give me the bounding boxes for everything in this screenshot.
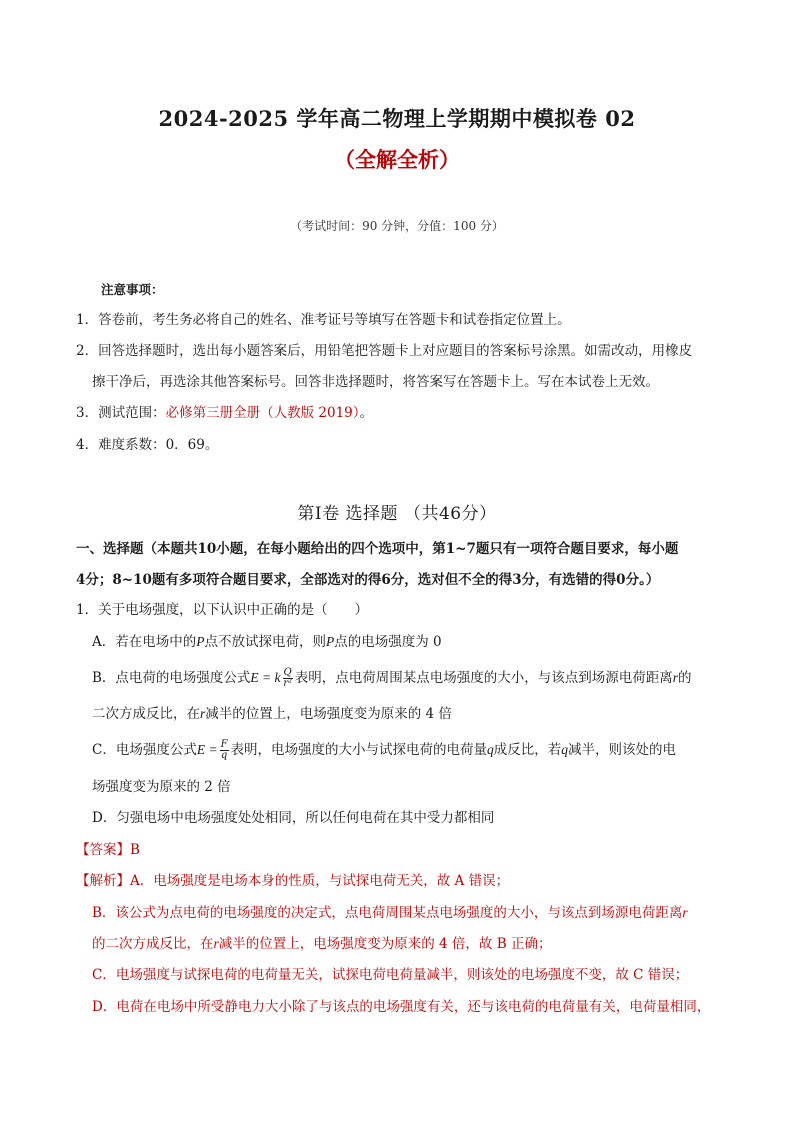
var-q: q: [487, 742, 494, 757]
note-item-4: 4．难度系数：0．69。: [76, 437, 219, 453]
option-c-cont: 场强度变为原来的 2 倍: [92, 779, 231, 795]
option-b-text-mid: 表明，点电荷周围某点电场强度的大小，与该点到场源电荷距离: [294, 670, 673, 686]
analysis-b-cont-end: 减半的位置上，电场强度变为原来的 4 倍，故 B 正确；: [218, 936, 552, 952]
note-item-3: [76, 404, 373, 422]
option-d: D．匀强电场中电场强度处处相同，所以任何电荷在其中受力都相同: [92, 810, 495, 826]
note-item-3-prefix: 3．测试范围：: [76, 405, 166, 421]
analysis-line-c: C．电场强度与试探电荷的电荷量无关，试探电荷电荷量减半，则该处的电场强度不变，故 C 错误；: [92, 967, 689, 983]
var-p: P: [196, 634, 205, 649]
page-title: 2024-2025 学年高二物理上学期期中模拟卷 02: [158, 106, 636, 131]
var-r: r: [213, 936, 219, 951]
answer-tag: 【答案】: [76, 842, 130, 858]
analysis-tag: 【解析】: [76, 873, 130, 889]
option-b-cont-text: 二次方成反比，在: [92, 706, 200, 722]
notes-heading: 注意事项：: [101, 282, 164, 297]
formula-lhs: E = k: [250, 670, 281, 685]
option-b-cont-text-end: 减半的位置上，电场强度变为原来的 4 倍: [205, 706, 452, 722]
var-p: P: [326, 634, 335, 649]
option-c-text-mid2: 成反比，若: [493, 742, 562, 758]
test-range: 必修第三册全册（人教版 2019）: [165, 405, 360, 421]
analysis-a: A．电场强度是电场本身的性质，与试探电荷无关，故 A 错误；: [130, 873, 510, 889]
option-b: [92, 668, 692, 689]
analysis-b-cont: 的二次方成反比，在: [92, 936, 214, 952]
note-item-2-cont: 擦干净后，再选涂其他答案标号。回答非选择题时，将答案写在答题卡上。写在本试卷上无效。: [92, 374, 659, 390]
option-b-cont: [92, 705, 452, 723]
option-a: [92, 633, 442, 651]
section-title: 第Ⅰ卷 选择题 （共46分）: [297, 504, 497, 524]
section-intro-cont: 4分；8~10题有多项符合题目要求，全部选对的得6分，选对但不全的得3分，有选错的得0分。）: [76, 572, 660, 588]
var-q: q: [561, 742, 569, 757]
option-a-text-mid: 点不放试探电荷，则: [204, 634, 326, 650]
note-item-2: 2．回答选择题时，选出每小题答案后，用铅笔把答题卡上对应题目的答案标号涂黑。如需改动，用橡皮: [76, 343, 693, 359]
var-r: r: [200, 706, 206, 721]
note-item-3-suffix: 。: [359, 405, 373, 421]
note-item-1: 1．答卷前，考生务必将自己的姓名、准考证号等填写在答题卡和试卷指定位置上。: [76, 312, 571, 328]
answer-value: B: [130, 842, 140, 858]
option-b-text: B．点电荷的电场强度公式: [92, 670, 251, 686]
fraction-numerator: Q: [283, 667, 292, 678]
section-intro: 一、选择题（本题共10小题，在每小题给出的四个选项中，第1~7题只有一项符合题目要求，每小题: [76, 541, 679, 557]
analysis-line-b-cont: [92, 935, 551, 953]
fraction-denominator: r²: [283, 678, 293, 689]
analysis-line-d: D．电荷在电场中所受静电力大小除了与该点的电场强度有关，还与该电荷的电荷量有关，电荷量相同，: [92, 999, 711, 1015]
var-r: r: [672, 670, 678, 685]
var-r: r: [682, 905, 688, 920]
fraction-numerator: F: [220, 739, 228, 750]
fraction-denominator: q: [220, 750, 228, 761]
option-c: [92, 740, 676, 761]
option-c-text: C．电场强度公式: [92, 742, 197, 758]
formula-fraction: [220, 740, 229, 761]
analysis-b: B．该公式为点电荷的电场强度的决定式，点电荷周围某点电场强度的大小，与该点到场源电荷距离: [92, 905, 683, 921]
exam-info: （考试时间：90 分钟，分值：100 分）: [290, 219, 504, 233]
option-c-text-mid: 表明，电场强度的大小与试探电荷的电荷量: [230, 742, 488, 758]
question-1-stem: 1．关于电场强度，以下认识中正确的是（ ）: [76, 602, 369, 618]
analysis-line-b: [92, 904, 688, 922]
answer-line: [76, 841, 140, 859]
option-a-text: A．若在电场中的: [92, 634, 197, 650]
page-subtitle: （全解全析）: [334, 147, 460, 172]
analysis-line-a: [76, 872, 509, 890]
formula-fraction: [283, 668, 293, 689]
formula-lhs: E =: [196, 742, 218, 757]
option-a-text-end: 点的电场强度为 0: [334, 634, 442, 650]
option-c-text-end: 减半，则该处的电: [568, 742, 677, 758]
option-b-text-end: 的: [678, 670, 692, 686]
